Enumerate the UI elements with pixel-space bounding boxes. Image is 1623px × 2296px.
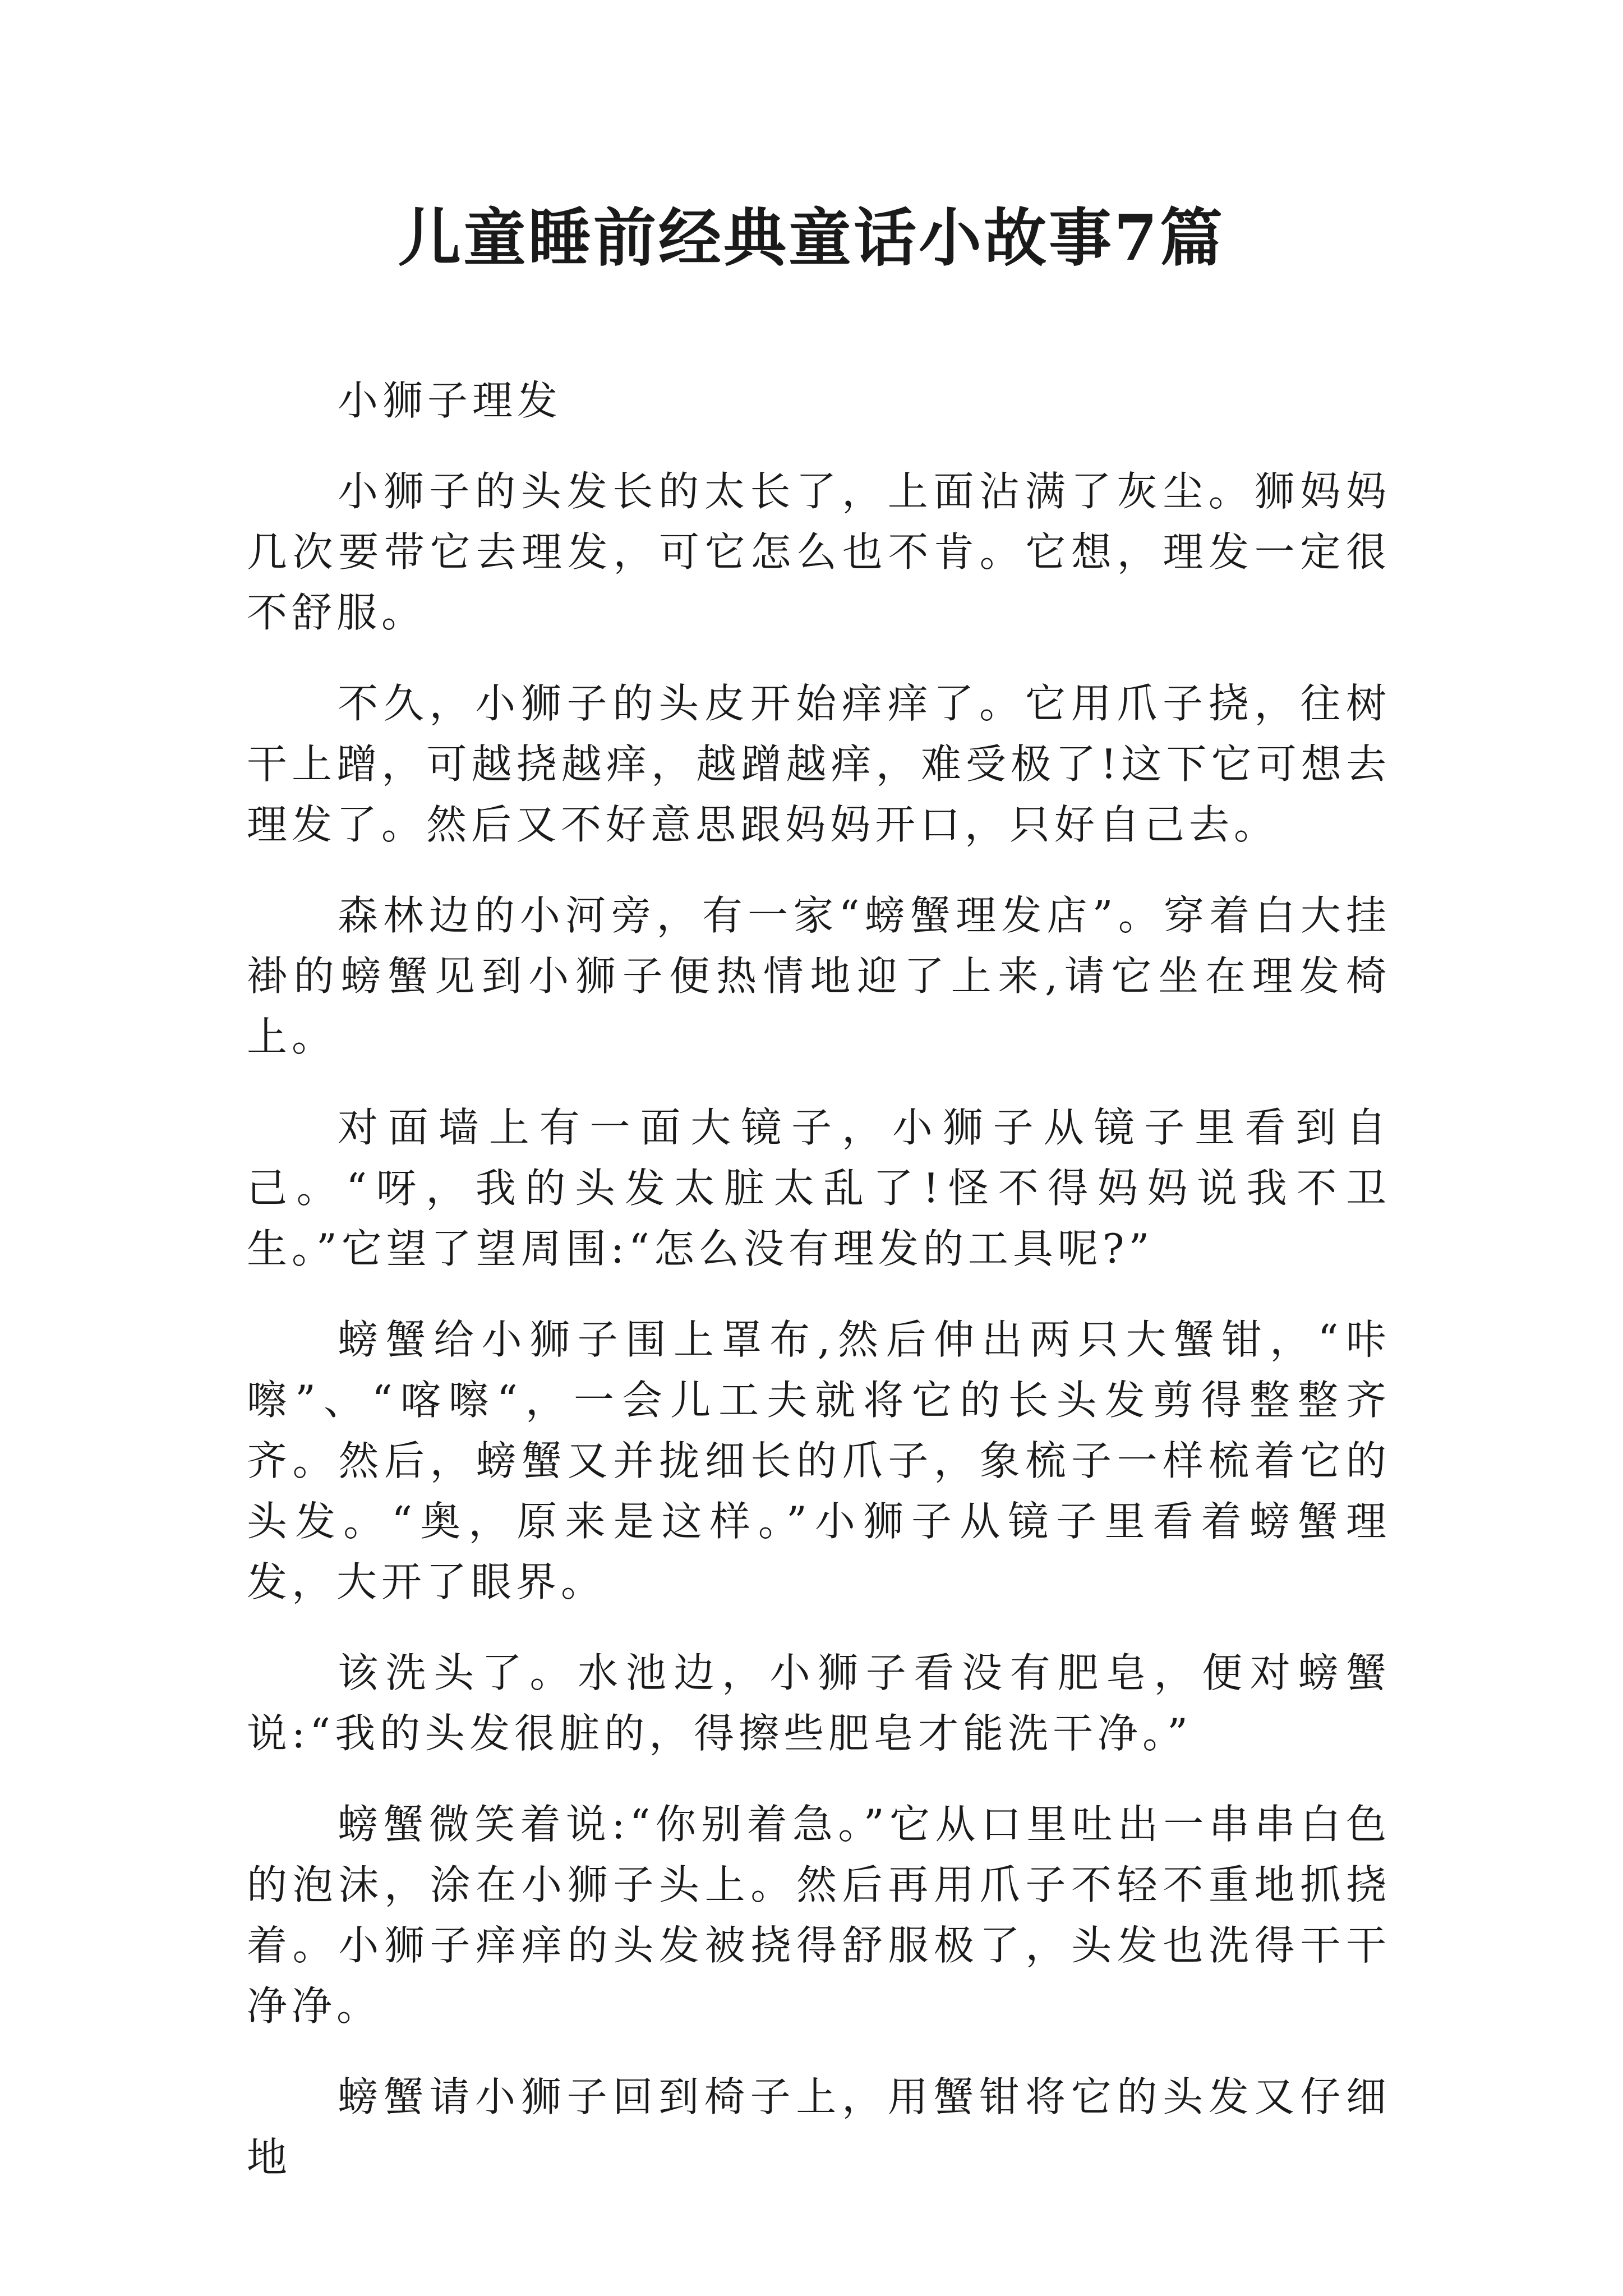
paragraph: 螃蟹给小狮子围上罩布,然后伸出两只大蟹钳，“咔嚓”、“喀嚓“，一会儿工夫就将它的长头发剪得整整齐齐。然后，螃蟹又并拢细长的爪子，象梳子一样梳着它的头发。“奥，原来是这样。”小狮子从镜子里看着螃蟹理发，大开了眼界。 <box>247 1316 1391 1605</box>
section-heading: 小狮子理发 <box>338 377 562 424</box>
document-body <box>247 370 1391 2218</box>
paragraph: 小狮子的头发长的太长了，上面沾满了灰尘。狮妈妈几次要带它去理发，可它怎么也不肯。它想，理发一定很不舒服。 <box>247 468 1391 636</box>
document-title: 儿童睡前经典童话小故事7篇 <box>398 201 1225 275</box>
paragraph: 不久，小狮子的头皮开始痒痒了。它用爪子挠，往树干上蹭，可越挠越痒，越蹭越痒，难受极了!这下它可想去理发了。然后又不好意思跟妈妈开口，只好自己去。 <box>247 680 1391 848</box>
paragraph: 螃蟹微笑着说:“你别着急。”它从口里吐出一串串白色的泡沫，涂在小狮子头上。然后再用爪子不轻不重地抓挠着。小狮子痒痒的头发被挠得舒服极了，头发也洗得干干净净。 <box>247 1801 1391 2030</box>
paragraph: 森林边的小河旁，有一家“螃蟹理发店”。穿着白大挂褂的螃蟹见到小狮子便热情地迎了上来,请它坐在理发椅上。 <box>247 892 1391 1060</box>
paragraph: 该洗头了。水池边，小狮子看没有肥皂，便对螃蟹说:“我的头发很脏的，得擦些肥皂才能洗干净。” <box>247 1649 1391 1757</box>
paragraph: 对面墙上有一面大镜子，小狮子从镜子里看到自己。“呀，我的头发太脏太乱了!怪不得妈妈说我不卫生。”它望了望周围:“怎么没有理发的工具呢?” <box>247 1104 1391 1272</box>
paragraph: 螃蟹请小狮子回到椅子上，用蟹钳将它的头发又仔细地 <box>247 2073 1391 2181</box>
